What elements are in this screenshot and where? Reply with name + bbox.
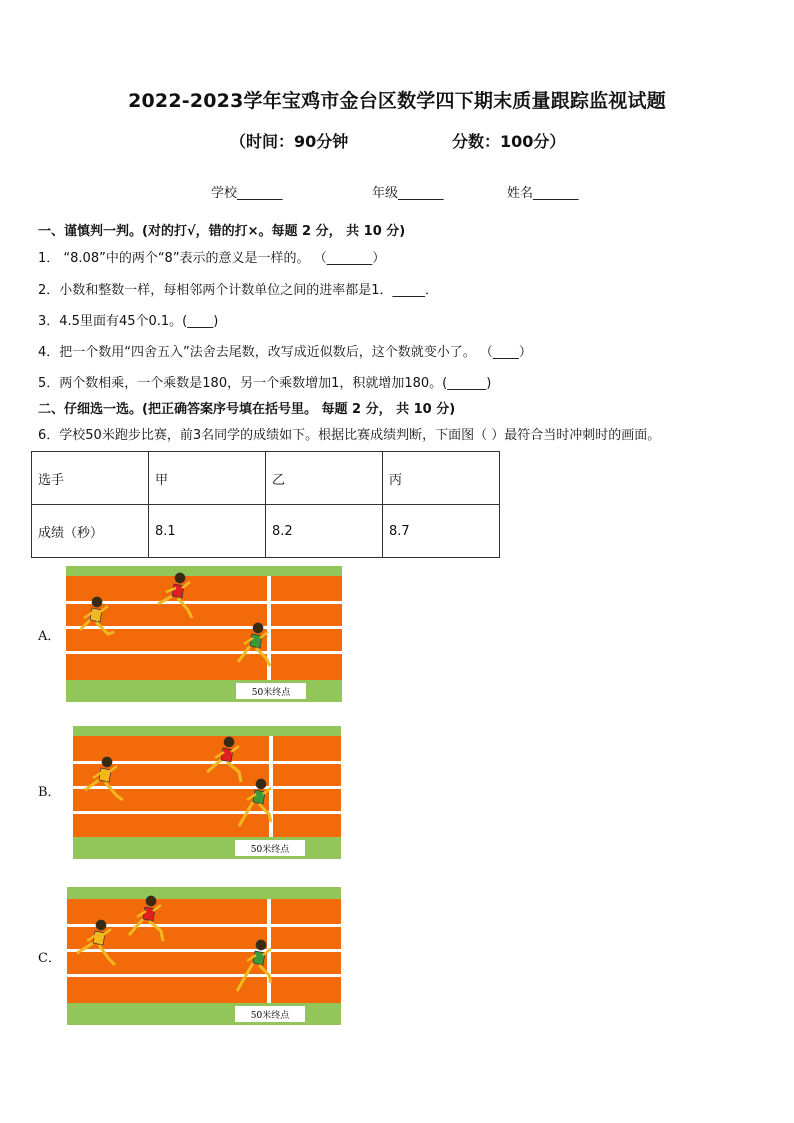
table-cell: 成绩（秒） [32, 505, 149, 558]
option-c-image [67, 887, 341, 1025]
question-2: 2．小数和整数一样，每相邻两个计数单位之间的进率都是1．_____． [38, 283, 439, 298]
question-6: 6．学校50米跑步比赛，前3名同学的成绩如下。根据比赛成绩判断，下面图（ ）最符合当时冲刺时的画面。 [38, 428, 661, 443]
exam-score: 分数：100分） [452, 132, 566, 151]
table-cell: 选手 [32, 452, 149, 505]
page-title: 2022-2023学年宝鸡市金台区数学四下期末质量跟踪监视试题 [128, 90, 666, 112]
option-b-label: B． [38, 785, 61, 800]
option-b-image [73, 726, 341, 859]
section1-heading: 一、谨慎判一判。(对的打√，错的打×。每题 2 分， 共 10 分) [38, 224, 406, 239]
name-field: 姓名_______ [507, 186, 579, 201]
table-cell: 丙 [383, 452, 500, 505]
section2-heading: 二、仔细选一选。(把正确答案序号填在括号里。 每题 2 分， 共 10 分) [38, 402, 456, 417]
school-field: 学校_______ [211, 186, 283, 201]
option-a-label: A． [38, 629, 61, 644]
grade-field: 年级_______ [372, 186, 444, 201]
finish-label: 50米终点 [250, 845, 290, 855]
table-cell: 甲 [149, 452, 266, 505]
table-header-row [32, 452, 500, 505]
question-1: 1． “8.08”中的两个“8”表示的意义是一样的。 （_______） [38, 251, 386, 266]
table-row [32, 505, 500, 558]
table-cell: 乙 [266, 452, 383, 505]
question-4: 4．把一个数用“四舍五入”法舍去尾数，改写成近似数后，这个数就变小了。 （____） [38, 345, 532, 360]
table-cell: 8.1 [149, 505, 266, 558]
finish-label: 50米终点 [250, 1011, 290, 1021]
table-cell: 8.7 [383, 505, 500, 558]
option-a-image [66, 566, 342, 702]
finish-label: 50米终点 [251, 688, 291, 698]
exam-time: （时间：90分钟 [230, 132, 349, 151]
option-c-label: C． [38, 951, 61, 966]
question-5: 5．两个数相乘，一个乘数是180，另一个乘数增加1，积就增加180。(______) [38, 376, 492, 391]
table-cell: 8.2 [266, 505, 383, 558]
results-table [31, 451, 500, 558]
question-3: 3．4.5里面有45个0.1。(____) [38, 314, 219, 329]
